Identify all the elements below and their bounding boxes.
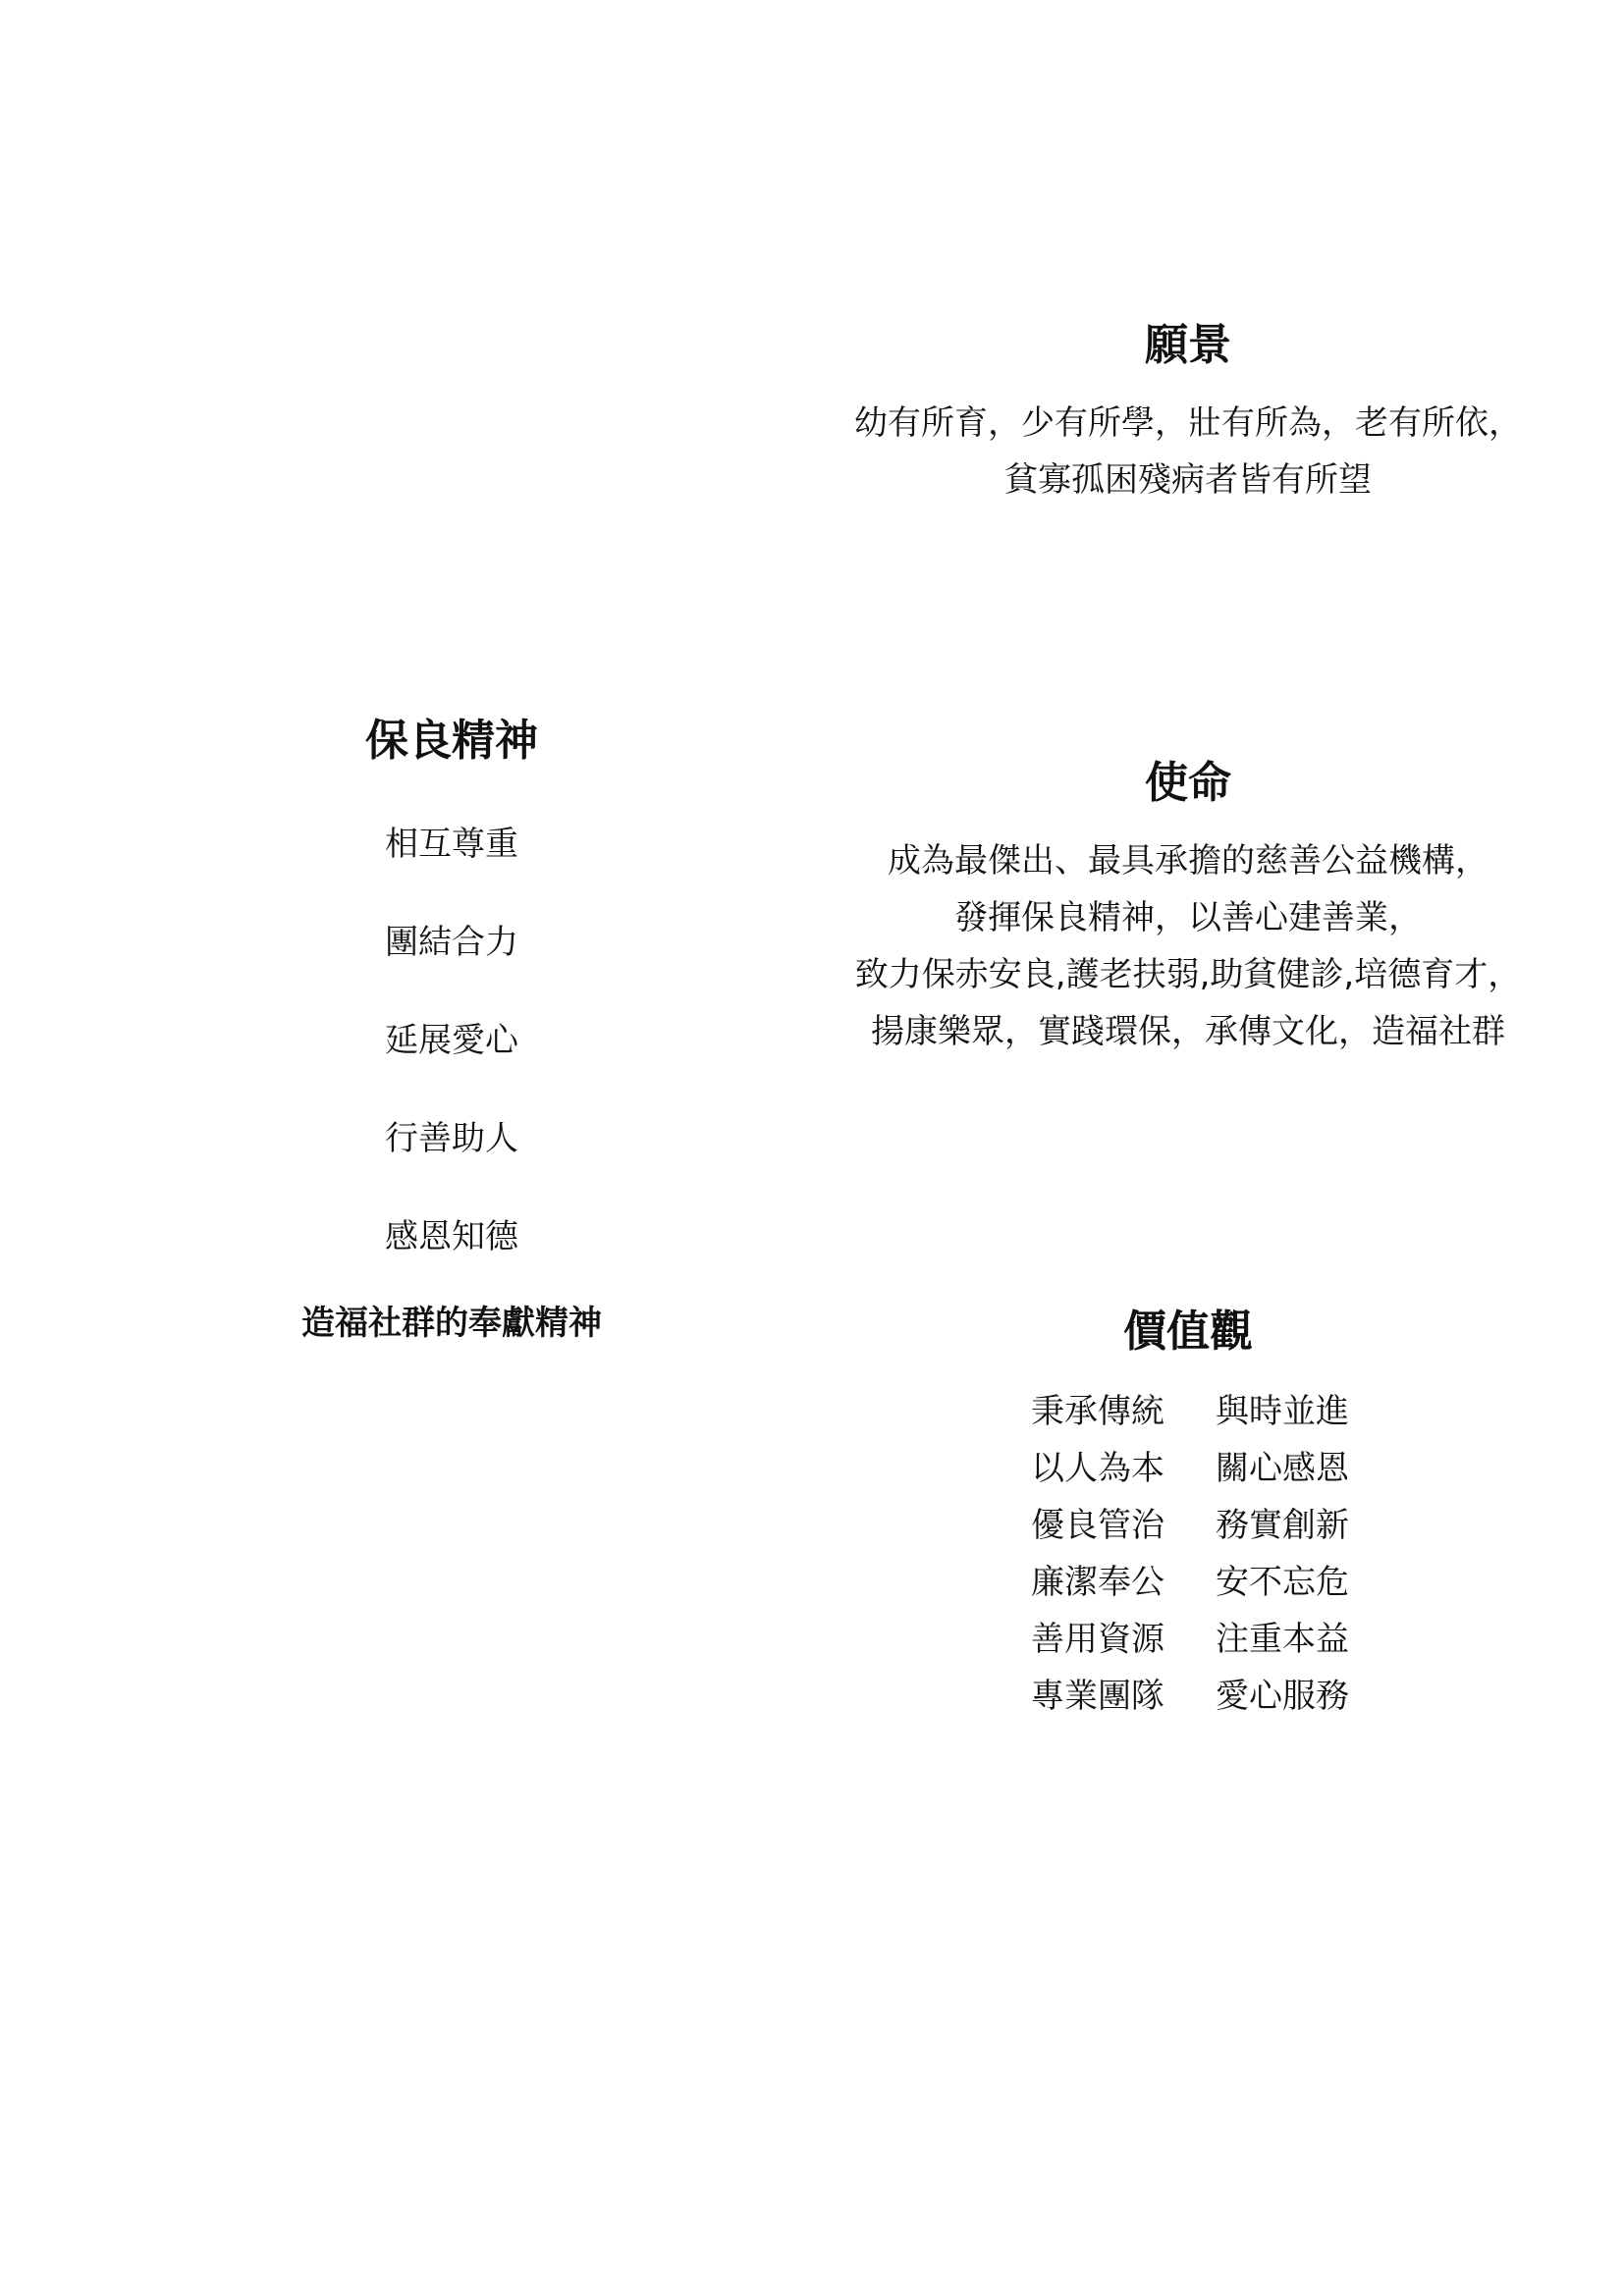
values-row [1031, 1664, 1400, 1721]
values-list [1031, 1379, 1400, 1721]
spirit-item: 感恩知德 [385, 1217, 518, 1256]
values-row [1031, 1493, 1400, 1550]
values-row [1031, 1607, 1400, 1664]
value-item: 秉承傳統 [1031, 1391, 1164, 1431]
vision-line: 貧寡孤困殘病者皆有所望 [1004, 460, 1372, 500]
mission-text [785, 832, 1591, 1060]
spirit-item: 團結合力 [385, 923, 518, 962]
spirit-item: 延展愛心 [385, 1021, 518, 1060]
values-row [1031, 1436, 1400, 1493]
values-row [1031, 1550, 1400, 1607]
mission-line: 發揮保良精神，以善心建善業， [954, 898, 1422, 937]
value-item: 安不忘危 [1216, 1562, 1349, 1602]
value-item: 與時並進 [1216, 1391, 1349, 1431]
value-item: 愛心服務 [1216, 1676, 1349, 1716]
spirit-title: 保良精神 [365, 716, 538, 766]
vision-text [785, 395, 1591, 508]
vision-title: 願景 [1145, 320, 1231, 370]
values-row [1031, 1379, 1400, 1436]
value-item: 專業團隊 [1031, 1676, 1164, 1716]
value-item: 關心感恩 [1216, 1448, 1349, 1488]
value-item: 優良管治 [1031, 1505, 1164, 1545]
value-item: 注重本益 [1216, 1619, 1349, 1659]
spirit-item: 相互尊重 [385, 825, 518, 864]
value-item: 善用資源 [1031, 1619, 1164, 1659]
mission-line: 揚康樂眾，實踐環保，承傳文化，造福社群 [871, 1012, 1505, 1051]
value-item: 以人為本 [1031, 1448, 1164, 1488]
value-item: 廉潔奉公 [1031, 1562, 1164, 1602]
vision-line: 幼有所育，少有所學，壯有所為，老有所依， [854, 403, 1522, 443]
mission-title: 使命 [1145, 758, 1231, 808]
mission-line: 致力保赤安良,護老扶弱,助貧健診,培德育才， [854, 955, 1522, 994]
spirit-item: 行善助人 [385, 1119, 518, 1158]
spirit-motto: 造福社群的奉獻精神 [301, 1304, 602, 1343]
mission-line: 成為最傑出、最具承擔的慈善公益機構， [888, 841, 1489, 881]
values-title: 價值觀 [1123, 1307, 1253, 1357]
value-item: 務實創新 [1216, 1505, 1349, 1545]
